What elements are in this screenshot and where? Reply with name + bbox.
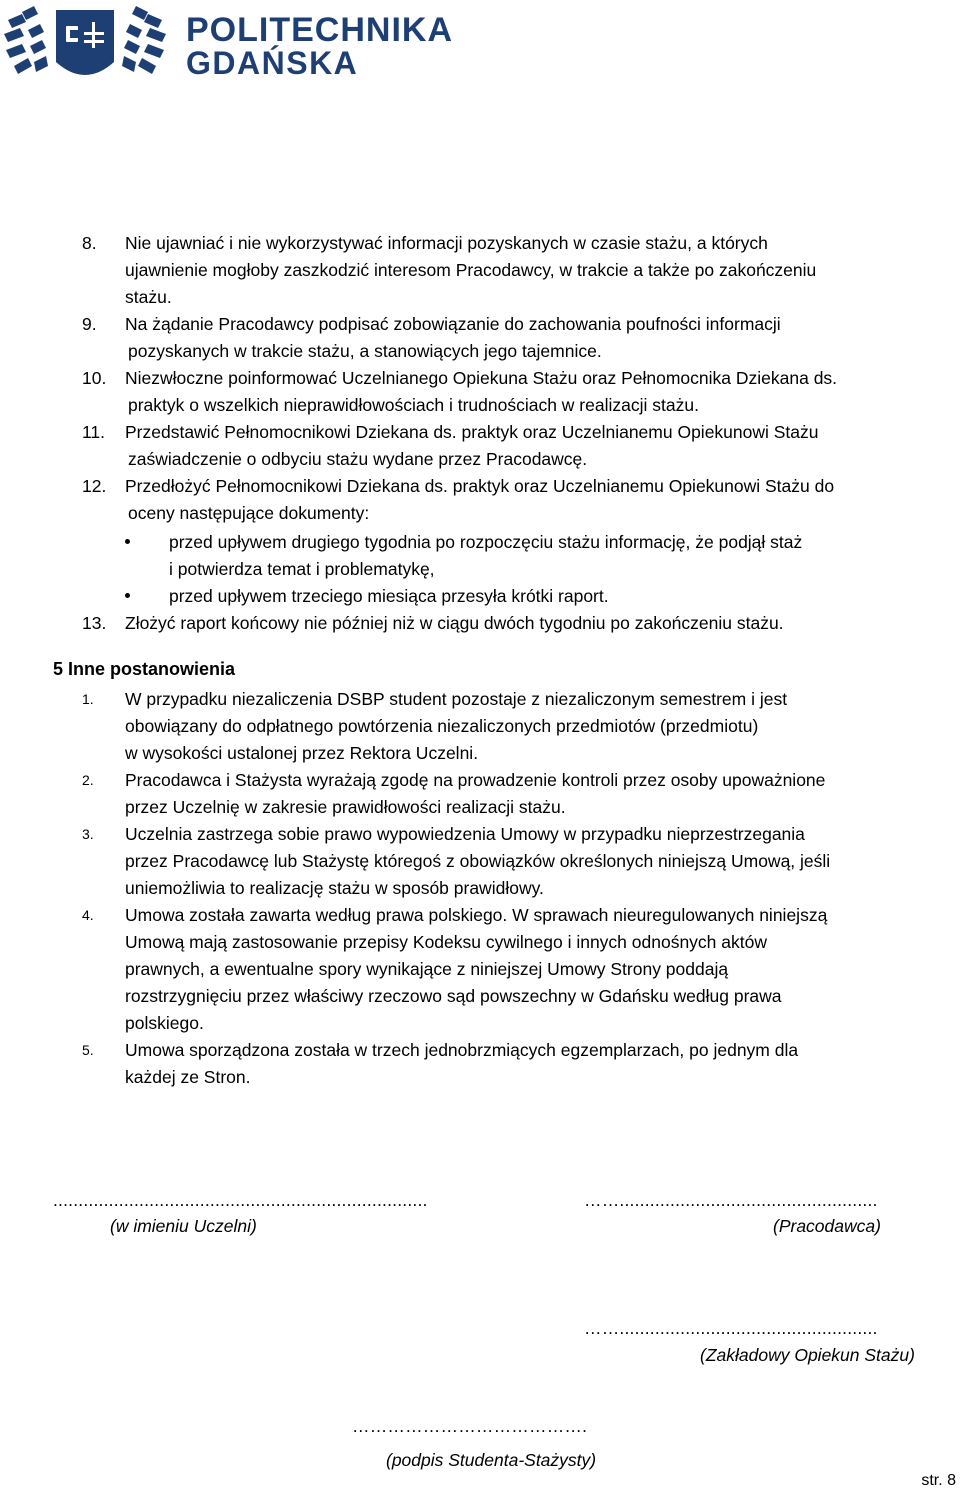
section-heading: 5 Inne postanowienia (53, 659, 236, 679)
university-logo-icon (0, 0, 170, 92)
item-number: 4. (82, 907, 94, 923)
provisions-list (0, 686, 960, 1091)
item-number: 13. (82, 613, 107, 633)
bullet-item: przed upływem drugiego tygodnia po rozpoczęciu stażu informację, że podjął staż i potwierdza temat i problematykę, (0, 529, 939, 583)
item-number: 10. (82, 368, 107, 388)
supervisor-signature-line: ……................................................... (584, 1318, 878, 1338)
logo-line-2: GDAŃSKA (186, 45, 359, 81)
bullet-icon (125, 593, 130, 598)
employer-signature-label: (Pracodawca) (773, 1216, 881, 1236)
item-number: 3. (82, 826, 94, 842)
documents-bullet-list (0, 529, 960, 610)
university-signature-line: .......................................................................... (53, 1190, 428, 1210)
list-item: 1. W przypadku niezaliczenia DSBP student pozostaje z niezaliczonym semestrem i jest obowiązany do odpłatnego powtórzenia niezaliczonych przedmiotów (przedmiotu) w wysokości ustalonej przez Rektora Uczelni. (0, 686, 935, 767)
student-signature-line: …………………………………. (352, 1416, 588, 1436)
list-item: 4. Umowa została zawarta według prawa polskiego. W sprawach nieuregulowanych niniejszą Umową mają zastosowanie przepisy Kodeksu cywilnego i innych odnośnych aktów prawnych, a ewentualne spory wynikające z niniejszej Umowy Strony poddają rozstrzygnięciu przez właściwy rzeczowo sąd powszechny w Gdańsku według prawa polskiego. (0, 902, 935, 1037)
student-signature-label: (podpis Studenta-Stażysty) (386, 1450, 597, 1470)
item-number: 2. (82, 772, 94, 788)
university-logo-text (186, 11, 453, 81)
logo-line-1: POLITECHNIKA (186, 11, 453, 49)
employer-signature-line: ……................................................... (584, 1190, 878, 1210)
item-number: 12. (82, 476, 107, 496)
item-number: 8. (82, 233, 97, 253)
list-item: 2. Pracodawca i Stażysta wyrażają zgodę na prowadzenie kontroli przez osoby upoważnione przez Uczelnię w zakresie prawidłowości realizacji stażu. (0, 767, 935, 821)
list-item: 13. Złożyć raport końcowy nie później niż w ciągu dwóch tygodniu po zakończeniu stażu. (0, 610, 935, 637)
list-item: 5. Umowa sporządzona została w trzech jednobrzmiących egzemplarzach, po jednym dla każdej ze Stron. (0, 1037, 935, 1091)
list-item: 11. Przedstawić Pełnomocnikowi Dziekana ds. praktyk oraz Uczelnianemu Opiekunowi Stażu zaświadczenie o odbyciu stażu wydane przez Pracodawcę. (0, 419, 935, 473)
item-number: 5. (82, 1042, 94, 1058)
item-number: 1. (82, 691, 94, 707)
bullet-icon (125, 539, 130, 544)
list-item: 10. Niezwłoczne poinformować Uczelnianego Opiekuna Stażu oraz Pełnomocnika Dziekana ds. praktyk o wszelkich nieprawidłowościach i trudnościach w realizacji stażu. (0, 365, 935, 419)
list-item: 3. Uczelnia zastrzega sobie prawo wypowiedzenia Umowy w przypadku nieprzestrzegania przez Pracodawcę lub Stażystę któregoś z obowiązków określonych niniejszą Umową, jeśli uniemożliwia to realizację stażu w sposób prawidłowy. (0, 821, 935, 902)
page-number: str. 8 (921, 1472, 956, 1489)
university-signature-label: (w imieniu Uczelni) (110, 1216, 257, 1236)
bullet-item: przed upływem trzeciego miesiąca przesyła krótki raport. (0, 583, 939, 610)
obligations-list (0, 230, 960, 637)
list-item: 9. Na żądanie Pracodawcy podpisać zobowiązanie do zachowania poufności informacji pozyskanych w trakcie stażu, a stanowiących jego tajemnice. (0, 311, 935, 365)
list-item: 8. Nie ujawniać i nie wykorzystywać informacji pozyskanych w czasie stażu, a których ujawnienie mogłoby zaszkodzić interesom Pracodawcy, w trakcie a także po zakończeniu stażu. (0, 230, 935, 311)
item-number: 11. (82, 422, 106, 442)
list-item: 12. Przedłożyć Pełnomocnikowi Dziekana ds. praktyk oraz Uczelnianemu Opiekunowi Stażu do oceny następujące dokumenty: (0, 473, 935, 527)
item-number: 9. (82, 314, 97, 334)
supervisor-signature-label: (Zakładowy Opiekun Stażu) (700, 1345, 915, 1365)
